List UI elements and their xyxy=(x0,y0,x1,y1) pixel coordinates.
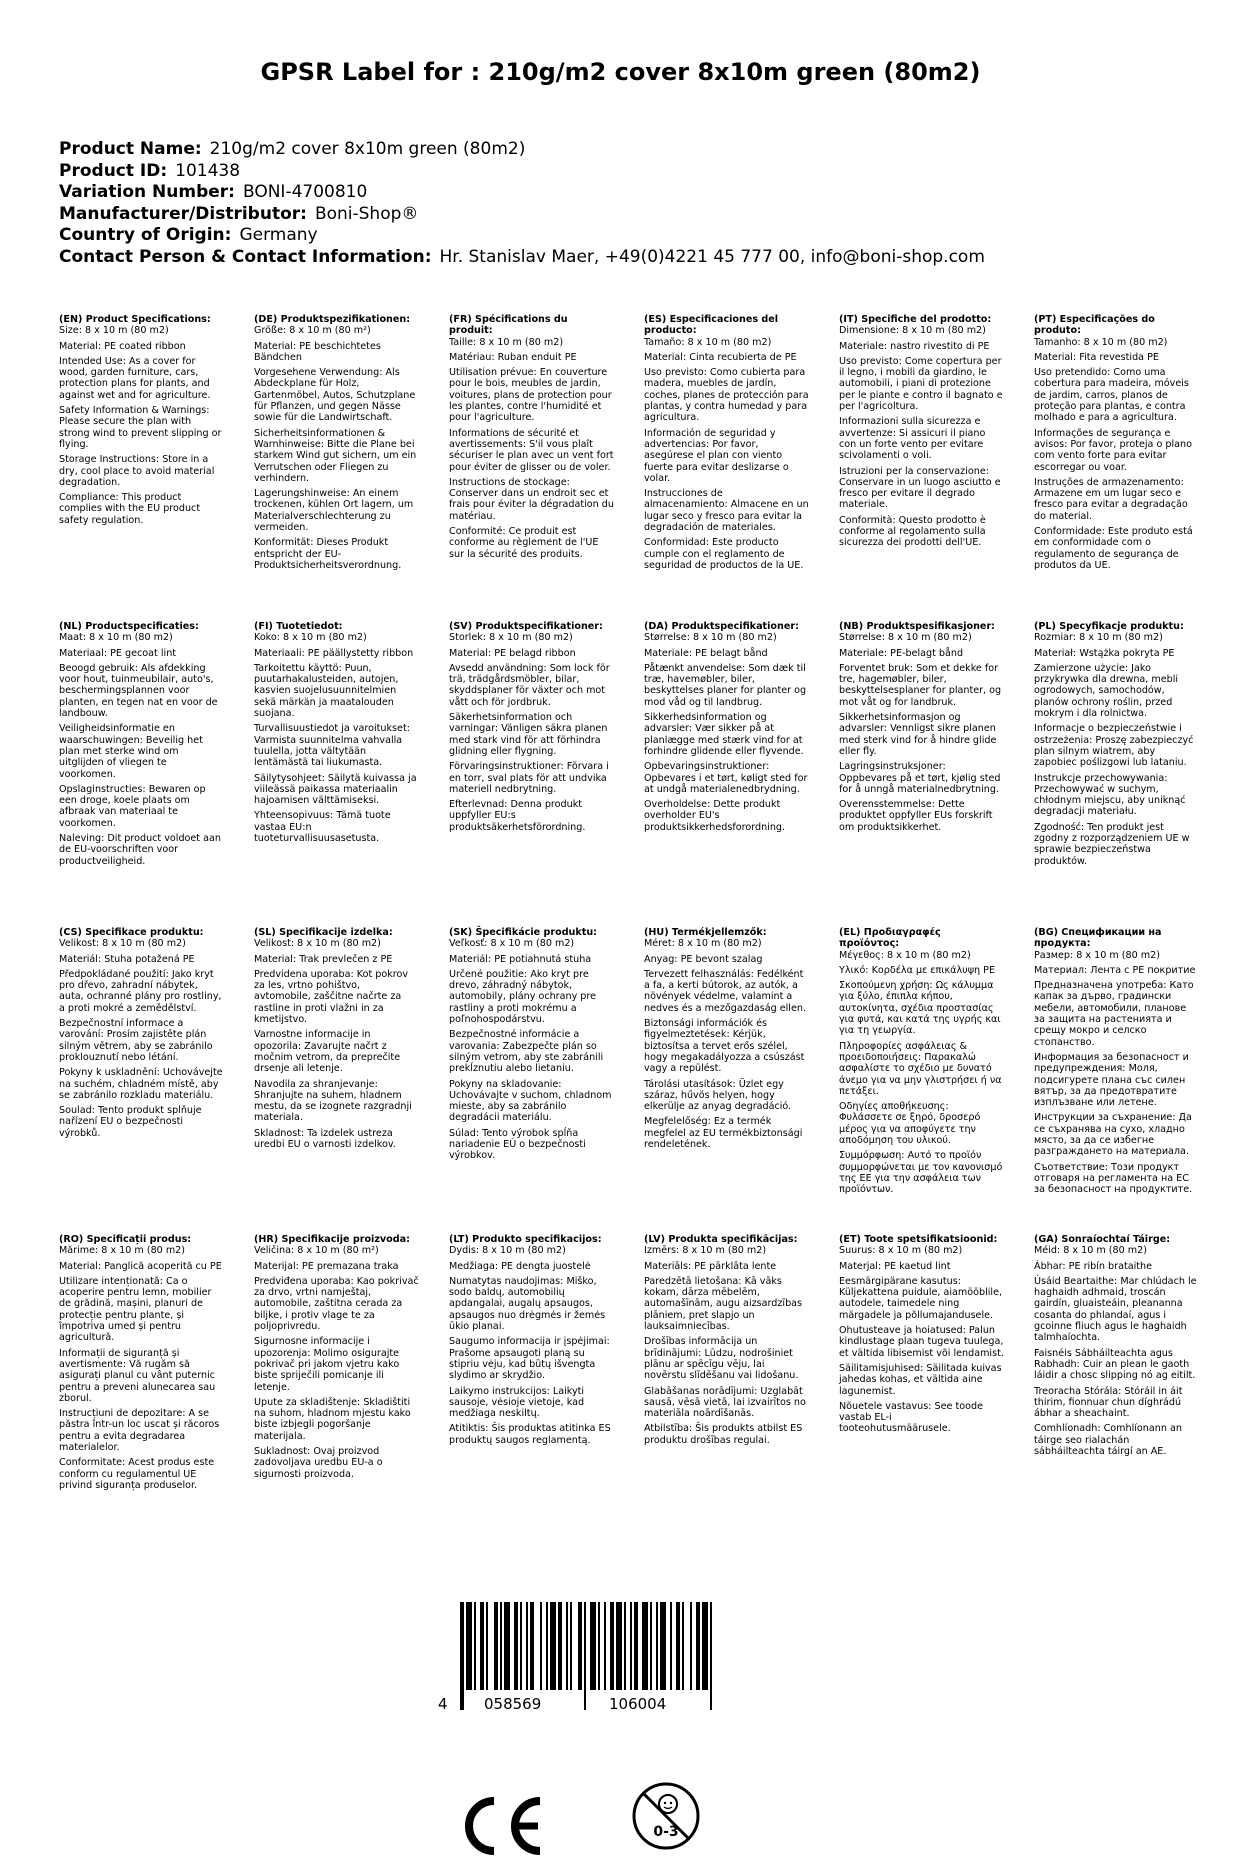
spec-line: Pokyny k uskladnění: Uchovávejte na suchém, chladném místě, aby se zabránilo rozkladu materiálu. xyxy=(59,1067,223,1101)
info-value: 101438 xyxy=(175,160,241,181)
spec-line: Istruzioni per la conservazione: Conservare in un luogo asciutto e fresco per evitare il degrado materiale. xyxy=(839,465,1001,511)
spec-line: Yhteensopivuus: Tämä tuote vastaa EU:n tuoteturvallisuusasetusta. xyxy=(254,810,391,845)
spec-line: Turvallisuustiedot ja varoitukset: Varmista suunnitelma vahvalla tuulella, jotta vältytään lentämästä tai liukumasta. xyxy=(254,723,410,769)
spec-block xyxy=(644,314,809,575)
spec-line: Méret: 8 x 10 m (80 m2) xyxy=(644,938,762,950)
info-label: Product ID: xyxy=(59,160,168,181)
spec-line: Storlek: 8 x 10 m (80 m2) xyxy=(449,632,573,644)
spec-line: Veiligheidsinformatie en waarschuwingen: Beveilig het plan met sterke wind om uitglijden of vliegen te voorkomen. xyxy=(59,723,203,780)
spec-heading: (DE) Produktspezifikationen: xyxy=(254,314,411,325)
info-row xyxy=(59,204,985,226)
spec-line: Predviđena uporaba: Kao pokrivač za drvo, vrtni namještaj, automobile, zaštitna cerada za biljke, i protiv vlage te za poljoprivredu. xyxy=(254,1275,419,1333)
spec-heading: (FR) Spécifications du produit: xyxy=(449,314,568,337)
info-value: BONI-4700810 xyxy=(242,182,368,202)
spec-line: Förvaringsinstruktioner: Förvara i en torr, sval plats för att undvika materiell nedbrytning. xyxy=(449,761,609,795)
spec-line: Maat: 8 x 10 m (80 m2) xyxy=(59,632,173,644)
spec-line: Størrelse: 8 x 10 m (80 m2) xyxy=(644,632,777,644)
spec-block xyxy=(449,927,614,1166)
spec-line: Conformité: Ce produit est conforme au règlement de l'UE sur la sécurité des produits. xyxy=(449,526,599,560)
spec-block xyxy=(1034,1234,1199,1461)
spec-block xyxy=(59,927,224,1143)
spec-heading: (NB) Produktspesifikasjoner: xyxy=(839,621,996,632)
barcode-bar xyxy=(504,1602,510,1690)
spec-line: Sikkerhetsinformasjon og advarsler: Vennligst sikre planen med sterk vind for å hindre glide eller fly. xyxy=(839,712,997,757)
spec-line: Anyag: PE bevont szalag xyxy=(644,953,763,965)
spec-line: Úsáid Beartaithe: Mar chlúdach le haghaidh adhmaid, troscán gairdín, gluaisteáin, pleananna cosanta do phlandaí, agus i gcoinne fliuch agus le haghaidh talmhaíochta. xyxy=(1034,1275,1197,1344)
spec-line: Compliance: This product complies with the EU product safety regulation. xyxy=(59,492,201,526)
spec-heading: (HU) Termékjellemzők: xyxy=(644,927,767,938)
spec-line: Beoogd gebruik: Als afdekking voor hout, tuinmeubilair, auto's, beschermingsplannen voor planten, en tegen nat en voor de landbouw. xyxy=(59,662,218,720)
spec-line: Materiale: nastro rivestito di PE xyxy=(839,340,990,352)
spec-line: Materiaali: PE päällystetty ribbon xyxy=(254,647,414,659)
barcode-bar xyxy=(670,1602,672,1690)
barcode-bar xyxy=(460,1602,464,1710)
spec-heading: (HR) Specifikacije proizvoda: xyxy=(254,1234,410,1245)
spec-line: Materiāls: PE pārklāta lente xyxy=(644,1260,777,1272)
spec-line: Avsedd användning: Som lock för trä, trädgårdsmöbler, bilar, skyddsplaner för växter och mot vått och för jordbruk. xyxy=(449,662,610,708)
spec-heading: (RO) Specificații produs: xyxy=(59,1234,192,1245)
spec-line: Размер: 8 x 10 m (80 m2) xyxy=(1034,949,1161,961)
spec-line: Matériau: Ruban enduit PE xyxy=(449,351,577,363)
spec-line: Informații de siguranță și avertismente: Vă rugăm să asigurați planul cu vânt puternic pentru a preveni alunecarea sau zborul. xyxy=(59,1347,216,1404)
spec-line: Rozmiar: 8 x 10 m (80 m2) xyxy=(1034,632,1163,644)
spec-line: Tervezett felhasználás: Fedélként a fa, a kerti bútorok, az autók, a növények védelme, valamint a nedves és a mezőgazdaság ellen. xyxy=(644,968,806,1014)
barcode-bar xyxy=(630,1602,632,1690)
info-row xyxy=(59,182,985,204)
info-value: Germany xyxy=(239,225,318,245)
spec-line: Predvidena uporaba: Kot pokrov za les, vrtno pohištvo, avtomobile, zaščitne načrte za rastline in proti vlažni in za kmetijstvo. xyxy=(254,968,409,1026)
spec-line: Material: Trak prevlečen z PE xyxy=(254,953,393,965)
spec-line: Instrucțiuni de depozitare: A se păstra într-un loc uscat și răcoros pentru a evita degradarea materialelor. xyxy=(59,1408,220,1454)
spec-line: Storage Instructions: Store in a dry, cool place to avoid material degradation. xyxy=(59,454,215,488)
spec-block xyxy=(59,621,224,871)
spec-heading: (LV) Produkta specifikācijas: xyxy=(644,1234,798,1245)
spec-line: Forventet bruk: Som et dekke for tre, hagemøbler, biler, beskyttelsesplaner for planter, og mot våt og for landbruk. xyxy=(839,662,1002,708)
spec-block xyxy=(254,314,419,575)
info-value: 210g/m2 cover 8x10m green (80m2) xyxy=(209,139,526,159)
spec-heading: (EL) Προδιαγραφές προϊόντος: xyxy=(839,927,941,950)
spec-line: Μέγεθος: 8 x 10 m (80 m2) xyxy=(839,949,971,961)
spec-line: Konformität: Dieses Produkt entspricht der EU-Produktsicherheitsverordnung. xyxy=(254,537,402,571)
spec-line: Zamierzone użycie: Jako przykrywka dla drewna, mebli ogrodowych, samochodów, planów ochrony roślin, przed mokrym i dla rolnictwa. xyxy=(1034,662,1179,720)
spec-line: Påtænkt anvendelse: Som dæk til træ, havemøbler, biler, beskyttelses planer for planter og mod våd og til landbrug. xyxy=(644,662,807,708)
spec-block xyxy=(644,1234,809,1450)
spec-block xyxy=(59,314,224,530)
spec-line: Utilizare intenționată: Ca o acoperire pentru lemn, mobilier de grădină, mașini, planuri de protecție pentru plante, și împotriva umed și pentru agricultură. xyxy=(59,1275,212,1344)
spec-heading: (SV) Produktspecifikationer: xyxy=(449,621,603,632)
spec-heading: (EN) Product Specifications: xyxy=(59,314,211,325)
spec-line: Saugumo informacija ir įspėjimai: Prašome apsaugoti planą su stipriu vėju, kad būtų išvengta slydimo ar skrydžio. xyxy=(449,1336,610,1382)
spec-line: Eesmärgipärane kasutus: Küljekattena puidule, aiamööblile, autodele, taimedele ning märgadele ja põllumajandusele. xyxy=(839,1275,1003,1321)
ce-mark-icon xyxy=(454,1795,546,1857)
spec-line: Utilisation prévue: En couverture pour le bois, meubles de jardin, voitures, plans de protection pour les plantes, contre l'humidité et pour l'agriculture. xyxy=(449,367,612,424)
spec-line: Σκοπούμενη χρήση: Ως κάλυμμα για ξύλο, έπιπλα κήπου, αυτοκίνητα, σχέδια προστασίας για φυτά, και κατά της υγρής και για τη γεωργία. xyxy=(839,980,1001,1037)
spec-line: Lagerungshinweise: An einem trockenen, kühlen Ort lagern, um Materialverschlechterung zu vermeiden. xyxy=(254,488,414,534)
barcode-bar xyxy=(650,1602,652,1690)
spec-line: Mărime: 8 x 10 m (80 m2) xyxy=(59,1245,186,1257)
spec-line: Súlad: Tento výrobok spĺňa nariadenie EÚ o bezpečnosti výrobkov. xyxy=(449,1127,586,1162)
barcode-bar xyxy=(578,1602,582,1690)
spec-line: Ohutusteave ja hoiatused: Palun kindlustage plaan tugeva tuulega, et vältida libisemist või lendamist. xyxy=(839,1325,1004,1359)
product-info xyxy=(59,139,985,268)
info-row xyxy=(59,161,985,183)
spec-line: Megfelelőség: Ez a termék megfelel az EU termékbiztonsági rendeletének. xyxy=(644,1116,803,1151)
barcode-bar xyxy=(616,1602,622,1690)
spec-line: Material: Fita revestida PE xyxy=(1034,351,1159,363)
spec-line: Opslaginstructies: Bewaren op een droge, koele plaats om afbraak van materiaal te voorkomen. xyxy=(59,783,206,829)
barcode-bar xyxy=(546,1602,548,1690)
spec-block xyxy=(449,314,614,564)
barcode-bar xyxy=(610,1602,614,1690)
spec-line: Conformidad: Este producto cumple con el reglamento de seguridad de productos de la UE. xyxy=(644,537,804,571)
barcode-bar xyxy=(696,1602,700,1690)
info-row xyxy=(59,247,985,269)
info-label: Product Name: xyxy=(59,139,202,159)
spec-line: Säilytysohjeet: Säilytä kuivassa ja viileässä paikassa materiaalin hajoamisen välttämiseksi. xyxy=(254,772,417,807)
spec-line: Biztonsági információk és figyelmeztetések: Kérjük, biztosítsa a tervet erős szélel, hogy megakadályozza a csúszást vagy a repülést. xyxy=(644,1018,805,1075)
spec-line: Safety Information & Warnings: Please secure the plan with strong wind to prevent slipping or flying. xyxy=(59,405,222,450)
spec-line: Informazioni sulla sicurezza e avvertenze: Si assicuri il piano con un forte vento per evitare scivolamenti o voli. xyxy=(839,416,986,462)
spec-line: Overholdelse: Dette produkt overholder EU's produktsikkerhedsforordning. xyxy=(644,799,786,833)
barcode-bar xyxy=(570,1602,572,1690)
spec-block xyxy=(254,621,419,848)
spec-line: Συμμόρφωση: Αυτό το προϊόν συμμορφώνεται με τον κανονισμό της ΕΕ για την ασφάλεια των προϊόντων. xyxy=(839,1150,1003,1196)
spec-block xyxy=(449,1234,614,1450)
not-for-children-0-3-icon xyxy=(630,1780,702,1852)
spec-line: Инструкции за съхранение: Да се съхранява на сухо, хладно място, за да се избегне разграждането на материала. xyxy=(1034,1112,1192,1158)
spec-line: Taille: 8 x 10 m (80 m2) xyxy=(449,336,564,348)
barcode-bar xyxy=(500,1602,502,1690)
spec-line: Naleving: Dit product voldoet aan de EU-voorschriften voor productveiligheid. xyxy=(59,833,221,867)
spec-line: Säkerhetsinformation och varningar: Vänligen säkra planen med stark vind för att förhindra glidning eller flygning. xyxy=(449,712,608,757)
spec-line: Uso previsto: Come copertura per il legno, i mobili da giardino, le automobili, i piani di protezione per le piante e contro il bagnato e per l'agricoltura. xyxy=(839,355,1003,413)
spec-line: Tamanho: 8 x 10 m (80 m2) xyxy=(1034,336,1168,348)
barcode-digit-lead: 4 xyxy=(438,1695,448,1713)
spec-line: Υλικό: Κορδέλα με επικάλυψη PE xyxy=(839,964,996,976)
spec-line: Izmērs: 8 x 10 m (80 m2) xyxy=(644,1245,767,1257)
spec-line: Материал: Лента с PE покритие xyxy=(1034,964,1196,976)
spec-line: Numatytas naudojimas: Miško, sodo baldų, automobilių apdangalai, augalų apsaugos, apsaugos nuo drėgmės ir žemės ūkio planai. xyxy=(449,1275,606,1333)
spec-line: Tarkoitettu käyttö: Puun, puutarhakalusteiden, autojen, kasvien suojelusuunnitelmien sekä märkän ja maatalouden suojana. xyxy=(254,662,399,720)
spec-line: Conformità: Questo prodotto è conforme al regolamento sulla sicurezza dei prodotti dell'UE. xyxy=(839,514,986,549)
spec-block xyxy=(839,314,1004,553)
spec-line: Laikymo instrukcijos: Laikyti sausoje, vėsioje vietoje, kad medžiaga neskiltų. xyxy=(449,1385,585,1420)
spec-line: Drošības informācija un brīdinājumi: Lūdzu, nodrošiniet plānu ar spēcīgu vēju, lai novērstu slīdēšanu vai lidošanu. xyxy=(644,1336,799,1382)
spec-block xyxy=(644,621,809,837)
spec-line: Lagringsinstruksjoner: Oppbevares på et tørt, kjølig sted for å unngå materialnedbrytning. xyxy=(839,761,1001,795)
spec-line: Veľkosť: 8 x 10 m (80 m2) xyxy=(449,938,575,950)
spec-block xyxy=(1034,621,1199,871)
barcode-bar xyxy=(494,1602,498,1690)
spec-line: Bezpečnostní informace a varování: Prosím zajistěte plán silným větrem, aby se zabránilo proklouznutí nebo létání. xyxy=(59,1018,213,1063)
barcode-bar xyxy=(676,1602,680,1690)
spec-line: Materiál: PE potiahnutá stuha xyxy=(449,953,592,965)
spec-line: Informações de segurança e avisos: Por favor, proteja o plano com vento forte para evitar escorregar ou voar. xyxy=(1034,427,1192,473)
spec-line: Upute za skladištenje: Skladištiti na suhom, hladnom mjestu kako biste izbjegli pogoršanje materijala. xyxy=(254,1396,411,1442)
spec-line: Treoracha Stórála: Stóráil in áit thirim, fionnuar chun díghrádú ábhar a sheachaint. xyxy=(1034,1385,1183,1420)
spec-line: Velikost: 8 x 10 m (80 m2) xyxy=(59,938,186,950)
spec-line: Overensstemmelse: Dette produktet oppfyller EUs forskrift om produktsikkerhet. xyxy=(839,799,993,833)
spec-line: Opbevaringsinstruktioner: Opbevares i et tørt, køligt sted for at undgå materialenedbrydning. xyxy=(644,761,808,795)
spec-line: Sicherheitsinformationen & Warnhinweise: Bitte die Plane bei starkem Wind gut sichern, um ein Verrutschen oder Fliegen zu verhindern. xyxy=(254,427,417,484)
barcode-bar xyxy=(530,1602,534,1690)
spec-line: Materijal: PE premazana traka xyxy=(254,1260,399,1272)
barcode-bar xyxy=(540,1602,542,1690)
barcode-bar xyxy=(656,1602,658,1690)
barcode-bar xyxy=(682,1602,684,1690)
spec-block xyxy=(254,1234,419,1484)
spec-block xyxy=(254,927,419,1154)
spec-line: Koko: 8 x 10 m (80 m2) xyxy=(254,632,367,644)
spec-heading: (ES) Especificaciones del producto: xyxy=(644,314,779,337)
spec-line: Uso previsto: Como cubierta para madera, muebles de jardín, coches, planes de protección para plantas, y contra humedad y para agricultura. xyxy=(644,367,809,424)
spec-line: Navodila za shranjevanje: Shranjujte na suhem, hladnem mestu, da se izognete razgradnji materiala. xyxy=(254,1078,412,1124)
spec-heading: (ET) Toote spetsifikatsioonid: xyxy=(839,1234,998,1245)
spec-line: Предназначена употреба: Като капак за дърво, градински мебели, автомобили, планове за защита на растенията и срещу мокро и селско стопанство. xyxy=(1034,980,1194,1048)
spec-line: Méid: 8 x 10 m (80 m2) xyxy=(1034,1245,1147,1257)
barcode-bar xyxy=(486,1602,488,1690)
spec-line: Material: Panglică acoperită cu PE xyxy=(59,1260,222,1272)
spec-line: Medžiaga: PE dengta juostelė xyxy=(449,1260,591,1272)
spec-line: Instructions de stockage: Conserver dans un endroit sec et frais pour éviter la dégradation du matériau. xyxy=(449,476,614,522)
spec-heading: (SL) Specifikacije izdelka: xyxy=(254,927,393,938)
spec-block xyxy=(1034,314,1199,575)
spec-heading: (CS) Specifikace produktu: xyxy=(59,927,204,938)
spec-line: Intended Use: As a cover for wood, garden furniture, cars, protection plans for plants, and against wet and for agriculture. xyxy=(59,355,211,401)
barcode-bar xyxy=(550,1602,556,1690)
spec-line: Glabāšanas norādījumi: Uzglabāt sausā, vēsā vietā, lai izvairītos no materiāla noārdīšanās. xyxy=(644,1385,806,1420)
spec-heading: (LT) Produkto specifikacijos: xyxy=(449,1234,602,1245)
barcode-bar xyxy=(702,1602,708,1690)
barcode-digits-left: 058569 xyxy=(484,1695,542,1713)
info-label: Contact Person & Contact Information: xyxy=(59,246,432,267)
info-row xyxy=(59,139,985,161)
spec-heading: (SK) Špecifikácie produktu: xyxy=(449,927,598,938)
spec-block xyxy=(59,1234,224,1495)
spec-line: Instrukcje przechowywania: Przechowywać w suchym, chłodnym miejscu, aby uniknąć degradacji materiału. xyxy=(1034,772,1186,818)
spec-line: Conformidade: Este produto está em conformidade com o regulamento de segurança de produtos da UE. xyxy=(1034,526,1193,571)
spec-line: Tárolási utasítások: Üzlet egy száraz, hűvös helyen, hogy elkerülje az anyag degradáció. xyxy=(644,1078,792,1113)
spec-line: Material: PE belagd ribbon xyxy=(449,647,576,659)
spec-heading: (GA) Sonraíochtaí Táirge: xyxy=(1034,1234,1171,1245)
barcode-bar xyxy=(474,1602,476,1690)
spec-line: Předpokládané použití: Jako kryt pro dřevo, zahradní nábytek, auta, ochranné plány pro rostliny, a proti mokré a zemědělství. xyxy=(59,968,222,1014)
spec-line: Zgodność: Ten produkt jest zgodny z rozporządzeniem UE w sprawie bezpieczeństwa produktów. xyxy=(1034,821,1190,867)
info-label: Manufacturer/Distributor: xyxy=(59,203,307,224)
barcode-bar xyxy=(558,1602,562,1690)
spec-line: Varnostne informacije in opozorila: Zavarujte načrt z močnim vetrom, da preprečite drsenje ali letenje. xyxy=(254,1029,401,1075)
info-label: Variation Number: xyxy=(59,182,235,202)
barcode xyxy=(438,1602,738,1714)
spec-line: Informacje o bezpieczeństwie i ostrzeżenia: Proszę zabezpieczyć plan silnym wiatrem, aby zapobiec poślizgowi lub lataniu. xyxy=(1034,723,1194,769)
barcode-bar xyxy=(514,1602,518,1690)
spec-block xyxy=(644,927,809,1154)
barcode-bar xyxy=(520,1602,522,1690)
spec-line: Vorgesehene Verwendung: Als Abdeckplane für Holz, Gartenmöbel, Autos, Schutzplane für Pflanzen, und gegen Nässe sowie für die Landwirtschaft. xyxy=(254,367,416,424)
spec-line: Instrucciones de almacenamiento: Almacene en un lugar seco y fresco para evitar la degradación de materiales. xyxy=(644,488,809,534)
spec-block xyxy=(839,621,1004,837)
spec-line: Materiale: PE-belagt bånd xyxy=(839,647,964,659)
spec-line: Materiał: Wstążka pokryta PE xyxy=(1034,647,1175,659)
spec-line: Tamaño: 8 x 10 m (80 m2) xyxy=(644,336,772,348)
barcode-bar xyxy=(590,1602,596,1690)
spec-line: Určené použitie: Ako kryt pre drevo, záhradný nábytok, automobily, plány ochrany pre rastliny a proti mokrému a poľnohospodárstvu. xyxy=(449,968,597,1026)
spec-heading: (IT) Specifiche del prodotto: xyxy=(839,314,992,325)
info-row xyxy=(59,225,985,247)
barcode-bar xyxy=(634,1602,638,1690)
spec-line: Størrelse: 8 x 10 m (80 m2) xyxy=(839,632,972,644)
info-label: Country of Origin: xyxy=(59,225,232,245)
barcode-bar xyxy=(710,1602,712,1710)
spec-line: Größe: 8 x 10 m (80 m²) xyxy=(254,325,371,337)
barcode-digits-right: 106004 xyxy=(609,1695,667,1713)
spec-heading: (PT) Especificações do produto: xyxy=(1034,314,1155,337)
spec-line: Materjal: PE kaetud lint xyxy=(839,1260,951,1272)
barcode-bar xyxy=(466,1602,472,1690)
barcode-bar xyxy=(526,1602,528,1690)
spec-line: Comhlíonadh: Comhlíonann an táirge seo rialachán sábháilteachta táirgí an AE. xyxy=(1034,1423,1182,1458)
spec-block xyxy=(839,927,1004,1200)
spec-line: Materiale: PE belagt bånd xyxy=(644,647,768,659)
spec-block xyxy=(839,1234,1004,1439)
spec-heading: (PL) Specyfikacje produktu: xyxy=(1034,621,1184,632)
spec-line: Size: 8 x 10 m (80 m2) xyxy=(59,325,169,337)
spec-line: Material: Cinta recubierta de PE xyxy=(644,351,797,363)
spec-line: Faisnéis Sábháilteachta agus Rabhadh: Cuir an plean le gaoth láidir a chosc slipping nó ag eitilt. xyxy=(1034,1347,1196,1382)
spec-line: Ábhar: PE ribín brataithe xyxy=(1034,1260,1153,1272)
spec-line: Conformitate: Acest produs este conform cu regulamentul UE privind siguranța produselor. xyxy=(59,1457,215,1491)
spec-line: Sukladnost: Ovaj proizvod zadovoljava uredbu EU-a o sigurnosti proizvoda. xyxy=(254,1446,383,1480)
barcode-bar xyxy=(642,1602,648,1690)
spec-line: Efterlevnad: Denna produkt uppfyller EU:s produktsäkerhetsförordning. xyxy=(449,799,586,833)
barcode-bar xyxy=(690,1602,692,1690)
spec-line: Uso pretendido: Como uma cobertura para madeira, móveis de jardim, carros, planos de proteção para plantas, e contra molhado e para a agricultura. xyxy=(1034,367,1189,424)
spec-heading: (DA) Produktspecifikationer: xyxy=(644,621,799,632)
spec-line: Πληροφορίες ασφάλειας & προειδοποιήσεις: Παρακαλώ ασφαλίστε το σχέδιο με δυνατό άνεμο για να μην γλιστρήσει ή να πετάξει. xyxy=(839,1040,1002,1097)
spec-line: Nõuetele vastavus: See toode vastab EL-i tooteohutusmäärusele. xyxy=(839,1400,983,1435)
spec-line: Съответствие: Този продукт отговаря на регламента на ЕС за безопасност на продуктите. xyxy=(1034,1161,1193,1196)
spec-line: Atbilstība: Šis produkts atbilst ES produktu drošības regulai. xyxy=(644,1423,803,1446)
spec-heading: (BG) Спецификации на продукта: xyxy=(1034,927,1162,950)
barcode-bar xyxy=(598,1602,600,1690)
spec-line: Materiaal: PE gecoat lint xyxy=(59,647,177,659)
label-title: GPSR Label for : 210g/m2 cover 8x10m green (80m2) xyxy=(260,58,981,86)
spec-line: Suurus: 8 x 10 m (80 m2) xyxy=(839,1245,963,1257)
spec-line: Paredzētā lietošana: Kā vāks kokam, dārza mēbelēm, automašīnām, augu aizsardzības plāniem, pret slapjo un lauksaimniecības. xyxy=(644,1275,803,1333)
barcode-bar xyxy=(480,1602,484,1690)
spec-line: Atitiktis: Šis produktas atitinka ES produktų saugos reglamentą. xyxy=(449,1423,611,1446)
barcode-bar xyxy=(660,1602,666,1690)
barcode-bar xyxy=(584,1602,586,1710)
spec-line: Информация за безопасност и предупреждения: Моля, подсигурете плана със силен вятър, за да предотвратите изплъзване или летене. xyxy=(1034,1051,1189,1109)
info-value: Hr. Stanislav Maer, +49(0)4221 45 777 00, info@boni-shop.com xyxy=(439,246,985,267)
age-label: 0-3 xyxy=(653,1824,679,1840)
info-value: Boni-Shop® xyxy=(314,203,419,224)
spec-line: Οδηγίες αποθήκευσης: Φυλάσσετε σε ξηρό, δροσερό μέρος για να αποφύγετε την αποδόμηση του υλικού. xyxy=(839,1101,981,1147)
spec-line: Veličina: 8 x 10 m (80 m²) xyxy=(254,1245,379,1257)
spec-line: Pokyny na skladovanie: Uchovávajte v suchom, chladnom mieste, aby sa zabránilo degradácii materiálu. xyxy=(449,1078,612,1124)
barcode-bar xyxy=(566,1602,568,1690)
spec-line: Informations de sécurité et avertissements: S'il vous plaît sécuriser le plan avec un vent fort pour éviter de glisser ou de voler. xyxy=(449,427,614,473)
spec-line: Dydis: 8 x 10 m (80 m2) xyxy=(449,1245,566,1257)
spec-line: Instruções de armazenamento: Armazene em um lugar seco e fresco para evitar a degradação do material. xyxy=(1034,476,1188,522)
spec-line: Sikkerhedsinformation og advarsler: Vær sikker på at planlægge med stærk vind for at forhindre glidende eller flyvende. xyxy=(644,712,804,757)
spec-block xyxy=(1034,927,1199,1200)
spec-line: Material: PE beschichtetes Bändchen xyxy=(254,340,381,363)
spec-block xyxy=(449,621,614,837)
spec-heading: (NL) Productspecificaties: xyxy=(59,621,199,632)
spec-line: Soulad: Tento produkt splňuje nařízení EU o bezpečnosti výrobků. xyxy=(59,1105,202,1139)
spec-line: Dimensione: 8 x 10 m (80 m2) xyxy=(839,325,986,337)
spec-line: Säilitamisjuhised: Säilitada kuivas jahedas kohas, et vältida aine lagunemist. xyxy=(839,1362,1002,1397)
barcode-bar xyxy=(624,1602,626,1690)
spec-line: Información de seguridad y advertencias: Por favor, asegúrese el plan con viento fuerte para evitar deslizarse o volar. xyxy=(644,427,789,484)
spec-line: Skladnost: Ta izdelek ustreza uredbi EU o varnosti izdelkov. xyxy=(254,1127,396,1151)
spec-heading: (FI) Tuotetiedot: xyxy=(254,621,343,632)
spec-line: Bezpečnostné informácie a varovania: Zabezpečte plán so silným vetrom, aby ste zabránili prekĺznutiu alebo lietaniu. xyxy=(449,1029,604,1075)
spec-line: Materiál: Stuha potažená PE xyxy=(59,953,195,965)
spec-line: Velikost: 8 x 10 m (80 m2) xyxy=(254,938,381,950)
spec-line: Material: PE coated ribbon xyxy=(59,340,186,352)
barcode-bar xyxy=(604,1602,606,1690)
spec-line: Sigurnosne informacije i upozorenja: Molimo osigurajte pokrivač pri jakom vjetru kako biste spriječili pomicanje ili letenje. xyxy=(254,1336,400,1393)
